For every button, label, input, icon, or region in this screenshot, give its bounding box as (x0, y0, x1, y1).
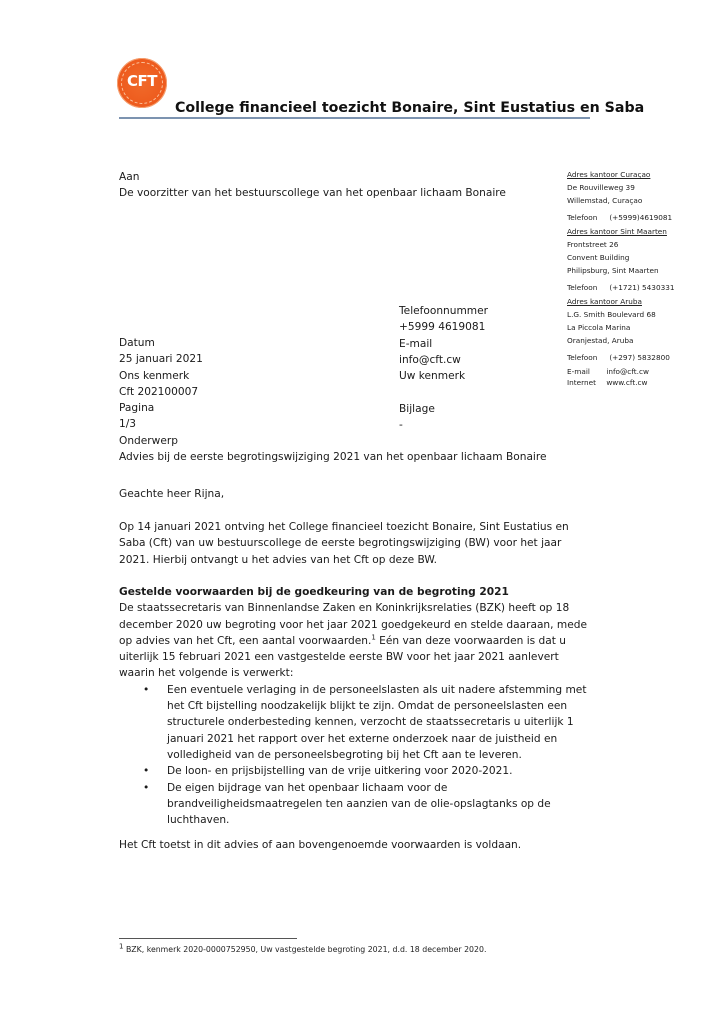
paragraph-line: december 2020 uw begroting voor het jaar 2021 goedgekeurd en stelde daaraan, mede (119, 618, 587, 631)
organization-title: College financieel toezicht Bonaire, Sint Eustatius en Saba (175, 100, 645, 116)
ons-kenmerk-value: Cft 202100007 (119, 385, 199, 398)
item-line: januari 2021 het rapport over het externe onderzoek naar de juistheid en (167, 732, 558, 745)
condition-item (143, 780, 587, 829)
item-line: De eigen bijdrage van het openbaar lichaam voor de (167, 781, 448, 794)
office-sint-maarten (567, 225, 675, 294)
line-text: op advies van het Cft, een aantal voorwaarden. (119, 634, 372, 647)
office-address-line: De Rouvilleweg 39 (567, 183, 635, 192)
salutation: Geachte heer Rijna, (119, 488, 225, 500)
email-value: info@cft.cw (399, 353, 461, 366)
paragraph-line: uiterlijk 15 februari 2021 een vastgestelde eerste BW voor het jaar 2021 aanlevert (119, 651, 559, 664)
section-heading: Gestelde voorwaarden bij de goedkeuring van de begroting 2021 (119, 586, 509, 598)
uw-kenmerk-label: Uw kenmerk (399, 370, 466, 383)
logo-text: CFT (127, 72, 157, 90)
condition-item (143, 682, 587, 763)
bullet-icon: • (143, 781, 150, 794)
phone-label: Telefoon (567, 283, 598, 292)
ons-kenmerk-label: Ons kenmerk (119, 369, 190, 382)
paragraph-line: De staatssecretaris van Binnenlandse Zaken en Koninkrijksrelaties (BZK) heeft op 18 (119, 602, 570, 615)
bullet-icon: • (143, 683, 150, 696)
office-address-line: Frontstreet 26 (567, 240, 619, 249)
addressee-label: Aan (119, 171, 140, 183)
item-line: brandveiligheidsmaatregelen ten aanzien van de olie-opslagtanks op de (167, 797, 551, 810)
email-label: E-mail (567, 367, 590, 376)
office-title: Adres kantoor Sint Maarten (567, 227, 667, 236)
office-address-line: La Piccola Marina (567, 323, 631, 332)
pagina-value: 1/3 (119, 418, 137, 431)
office-phone-row (567, 281, 675, 294)
item-line: Een eventuele verlaging in de personeelslasten als uit nadere afstemming met (167, 683, 587, 696)
office-phone-row (567, 211, 672, 224)
internet-label: Internet (567, 378, 596, 387)
contact-email-row (567, 366, 649, 377)
phone-number: (+1721) 5430331 (609, 283, 675, 292)
contact-internet-row (567, 377, 649, 388)
office-phone-row (567, 351, 670, 364)
paragraph-line (119, 633, 587, 649)
contact-block (567, 366, 649, 388)
footnote (119, 942, 487, 954)
office-aruba (567, 295, 670, 364)
item-line: luchthaven. (167, 814, 230, 827)
pagina-label: Pagina (119, 402, 155, 415)
office-address-line: Willemstad, Curaçao (567, 196, 643, 205)
item-line: structurele onderbesteding kennen, verzocht de staatssecretaris u uiterlijk 1 (167, 716, 574, 729)
email-link[interactable]: info@cft.cw (606, 367, 649, 376)
onderwerp-label: Onderwerp (119, 434, 178, 447)
datum-value: 25 januari 2021 (119, 353, 203, 366)
office-address-line: Oranjestad, Aruba (567, 336, 634, 345)
office-title: Adres kantoor Curaçao (567, 170, 651, 179)
footnote-divider (119, 938, 297, 939)
onderwerp-value: Advies bij de eerste begrotingswijziging 2021 van het openbaar lichaam Bonaire (119, 451, 547, 464)
paragraph-line: Saba (Cft) van uw bestuurscollege de eerste begrotingswijziging (BW) voor het jaar (119, 537, 562, 550)
email-label: E-mail (399, 337, 433, 350)
footnote-reference[interactable]: 1 (371, 633, 376, 642)
conditions-list (143, 682, 587, 829)
item-line: De loon- en prijsbijstelling van de vrije uitkering voor 2020-2021. (167, 765, 513, 778)
paragraph-line: waarin het volgende is verwerkt: (119, 667, 294, 680)
cft-logo (117, 58, 167, 108)
line-text: Eén van deze voorwaarden is dat u (375, 634, 567, 647)
office-address-line: Convent Building (567, 253, 630, 262)
datum-label: Datum (119, 337, 155, 349)
meta-right-column (399, 303, 488, 433)
office-address-line: L.G. Smith Boulevard 68 (567, 310, 656, 319)
item-line: het Cft bijstelling noodzakelijk blijkt te zijn. Omdat de personeelslasten een (167, 700, 568, 713)
item-line: volledigheid van de personeelsbegroting bij het Cft aan te leveren. (167, 748, 522, 761)
bijlage-value: - (399, 419, 403, 432)
office-title: Adres kantoor Aruba (567, 297, 642, 306)
bijlage-label: Bijlage (399, 402, 435, 415)
uw-kenmerk-value (399, 384, 488, 400)
paragraph-line: Op 14 januari 2021 ontving het College financieel toezicht Bonaire, Sint Eustatius en (119, 521, 569, 533)
website-link[interactable]: www.cft.cw (606, 378, 648, 387)
office-curacao (567, 168, 672, 224)
office-address-line: Philipsburg, Sint Maarten (567, 266, 659, 275)
phone-label: Telefoon (567, 213, 598, 222)
footnote-marker: 1 (119, 942, 124, 951)
header-divider (119, 117, 590, 119)
condition-item (143, 763, 587, 779)
addressee-recipient: De voorzitter van het bestuurscollege van het openbaar lichaam Bonaire (119, 187, 506, 200)
telefoon-label: Telefoonnummer (399, 305, 488, 317)
closing-paragraph: Het Cft toetst in dit advies of aan bovengenoemde voorwaarden is voldaan. (119, 839, 522, 851)
addressee-block (119, 169, 506, 202)
footnote-text: BZK, kenmerk 2020-0000752950, Uw vastgestelde begroting 2021, d.d. 18 december 2020. (123, 945, 487, 954)
phone-number: (+297) 5832800 (609, 353, 670, 362)
conditions-section (119, 584, 587, 828)
paragraph-line: 2021. Hierbij ontvangt u het advies van het Cft op deze BW. (119, 553, 438, 566)
telefoon-value: +5999 4619081 (399, 321, 486, 334)
phone-number: (+5999)4619081 (609, 213, 673, 222)
phone-label: Telefoon (567, 353, 598, 362)
intro-paragraph (119, 519, 569, 568)
bullet-icon: • (143, 765, 150, 778)
